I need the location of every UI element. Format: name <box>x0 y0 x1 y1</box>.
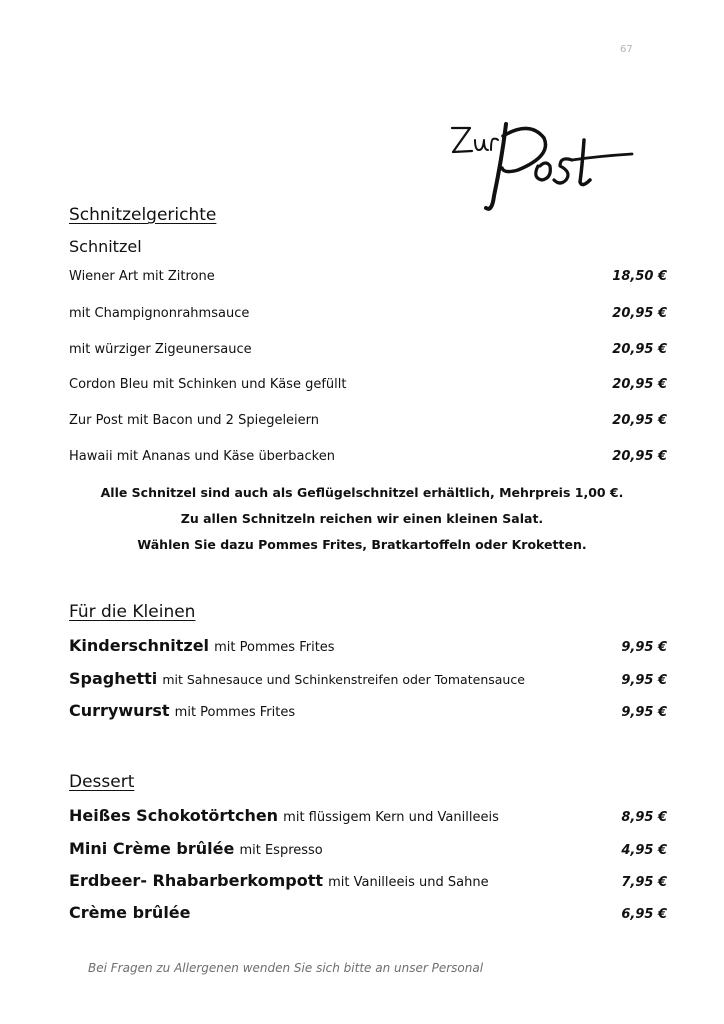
section-title-schnitzelgerichte: Schnitzelgerichte <box>69 205 217 225</box>
menu-item-name: Spaghetti <box>69 669 158 688</box>
menu-item <box>69 269 667 284</box>
menu-item <box>69 669 667 688</box>
menu-item-price: 9,95 € <box>621 673 667 688</box>
menu-item-price: 7,95 € <box>621 875 667 890</box>
menu-item-price: 18,50 € <box>612 269 667 284</box>
menu-item-price: 4,95 € <box>621 843 667 858</box>
menu-item-price: 20,95 € <box>612 306 667 321</box>
menu-item-name: Erdbeer- Rhabarberkompott <box>69 871 323 890</box>
section-title-dessert: Dessert <box>69 772 135 792</box>
menu-item <box>69 413 667 428</box>
menu-item-name: Cordon Bleu mit Schinken und Käse gefüllt <box>69 377 347 392</box>
menu-item <box>69 636 667 655</box>
menu-item-price: 20,95 € <box>612 377 667 392</box>
section-title-kinder: Für die Kleinen <box>69 602 196 622</box>
zur-post-logo <box>448 118 638 218</box>
menu-item-price: 6,95 € <box>621 907 667 922</box>
menu-item <box>69 839 667 858</box>
menu-item-name: Mini Crème brûlée <box>69 839 235 858</box>
menu-item <box>69 377 667 392</box>
menu-item <box>69 449 667 464</box>
menu-item-description: mit Espresso <box>239 843 323 858</box>
menu-item-description: mit Vanilleeis und Sahne <box>328 875 489 890</box>
schnitzel-note: Wählen Sie dazu Pommes Frites, Bratkartoffeln oder Kroketten. <box>137 537 587 552</box>
menu-item-description: mit flüssigem Kern und Vanilleeis <box>283 810 499 825</box>
schnitzel-note: Zu allen Schnitzeln reichen wir einen kleinen Salat. <box>180 511 544 526</box>
subsection-title-schnitzel: Schnitzel <box>69 237 142 256</box>
menu-item-price: 20,95 € <box>612 413 667 428</box>
menu-item-name: Kinderschnitzel <box>69 636 210 655</box>
menu-item-description: mit Sahnesauce und Schinkenstreifen oder Tomatensauce <box>162 672 525 687</box>
menu-item-name: Crème brûlée <box>69 903 191 922</box>
schnitzel-note: Alle Schnitzel sind auch als Geflügelschnitzel erhältlich, Mehrpreis 1,00 €. <box>100 485 624 500</box>
menu-item-name: Heißes Schokotörtchen <box>69 806 279 825</box>
menu-item-name: Hawaii mit Ananas und Käse überbacken <box>69 449 335 464</box>
menu-item-name: mit Champignonrahmsauce <box>69 306 250 321</box>
menu-item <box>69 871 667 890</box>
menu-item <box>69 806 667 825</box>
menu-item-name: mit würziger Zigeunersauce <box>69 342 252 357</box>
menu-item-price: 20,95 € <box>612 449 667 464</box>
menu-item <box>69 342 667 357</box>
menu-item-name: Wiener Art mit Zitrone <box>69 269 215 284</box>
menu-item-name: Zur Post mit Bacon und 2 Spiegeleiern <box>69 413 320 428</box>
menu-item <box>69 306 667 321</box>
menu-item <box>69 701 667 720</box>
menu-item-description: mit Pommes Frites <box>174 705 296 720</box>
menu-item-price: 9,95 € <box>621 640 667 655</box>
menu-item-price: 20,95 € <box>612 342 667 357</box>
menu-item-price: 8,95 € <box>621 810 667 825</box>
allergen-footer-note: Bei Fragen zu Allergenen wenden Sie sich bitte an unser Personal <box>88 961 484 975</box>
menu-item-price: 9,95 € <box>621 705 667 720</box>
menu-item-description: mit Pommes Frites <box>214 640 335 655</box>
menu-item-name: Currywurst <box>69 701 170 720</box>
menu-item <box>69 903 667 922</box>
page-number: 67 <box>620 44 633 55</box>
